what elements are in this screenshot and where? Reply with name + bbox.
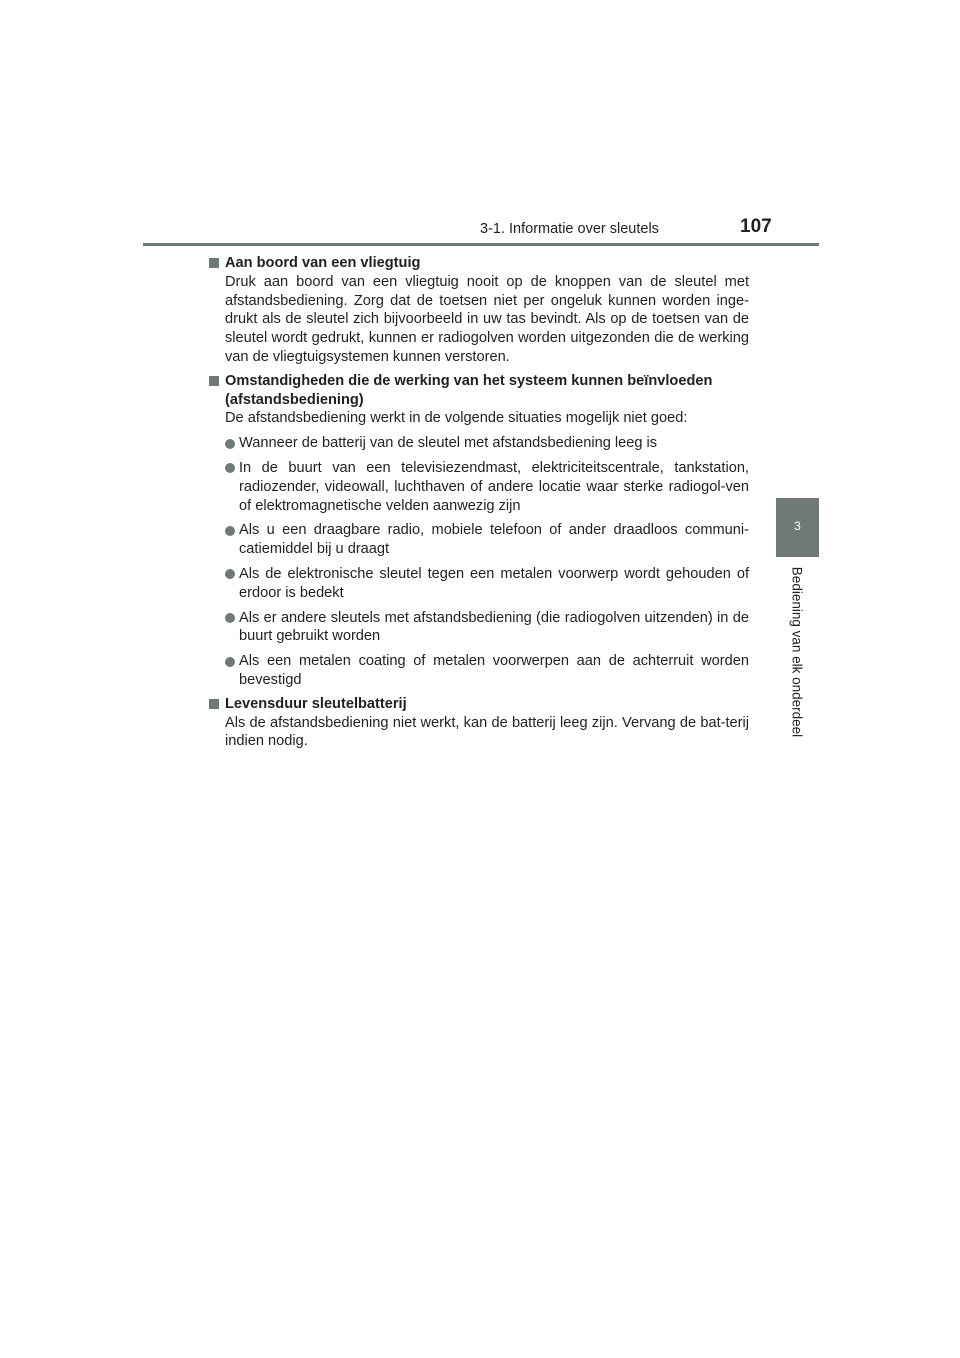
list-item xyxy=(209,652,749,690)
list-item xyxy=(209,459,749,515)
section-heading-text: Omstandigheden die de werking van het systeem kunnen beïnvloeden (afstandsbediening) xyxy=(225,372,713,408)
section-paragraph: Druk aan boord van een vliegtuig nooit op de knoppen van de sleutel met afstandsbediening. Zorg dat de toetsen niet per ongeluk kunnen worden inge-drukt als de sleutel zich bijvoorbeeld in uw tas bevindt. Als op de toetsen van de sleutel wordt gedrukt, kunnen er radiogolven worden uitgezonden die de werking van de vliegtuigsystemen kunnen verstoren. xyxy=(225,273,749,365)
list-item xyxy=(209,434,749,453)
list-item xyxy=(209,565,749,603)
round-bullet-icon xyxy=(225,439,235,449)
list-item xyxy=(209,521,749,559)
chapter-number: 3 xyxy=(794,519,801,533)
section-paragraph: Als de afstandsbediening niet werkt, kan de batterij leeg zijn. Vervang de bat-terij indien nodig. xyxy=(225,714,749,750)
list-item-text: Als u een draagbare radio, mobiele telefoon of ander draadloos communi-catiemiddel bij u draagt xyxy=(239,522,749,558)
page-number: 107 xyxy=(740,216,772,237)
section-heading-text: Levensduur sleutelbatterij xyxy=(225,695,407,712)
square-bullet-icon xyxy=(209,699,219,709)
round-bullet-icon xyxy=(225,569,235,579)
list-item-text: Als er andere sleutels met afstandsbediening (die radiogolven uitzenden) in de buurt gebruikt worden xyxy=(239,609,749,645)
round-bullet-icon xyxy=(225,657,235,667)
section-heading xyxy=(209,372,749,410)
square-bullet-icon xyxy=(209,376,219,386)
section-heading-text: Aan boord van een vliegtuig xyxy=(225,255,421,271)
section-heading xyxy=(209,695,749,714)
section-paragraph: De afstandsbediening werkt in de volgende situaties mogelijk niet goed: xyxy=(225,410,688,427)
section-heading xyxy=(209,254,749,273)
list-item xyxy=(209,609,749,647)
page-content xyxy=(209,254,749,751)
chapter-title: Bediening van elk onderdeel xyxy=(789,566,805,738)
list-item-text: Als de elektronische sleutel tegen een metalen voorwerp wordt gehouden of erdoor is bedekt xyxy=(239,565,749,601)
list-item-text: Wanneer de batterij van de sleutel met afstandsbediening leeg is xyxy=(239,435,658,452)
list-item-text: Als een metalen coating of metalen voorwerpen aan de achterruit worden bevestigd xyxy=(239,653,749,688)
round-bullet-icon xyxy=(225,526,235,536)
header-divider xyxy=(143,243,819,246)
chapter-tab xyxy=(776,498,819,557)
header-section-title: 3-1. Informatie over sleutels xyxy=(480,221,659,237)
round-bullet-icon xyxy=(225,613,235,623)
round-bullet-icon xyxy=(225,463,235,473)
square-bullet-icon xyxy=(209,258,219,268)
list-item-text: In de buurt van een televisiezendmast, elektriciteitscentrale, tankstation, radiozender, videowall, luchthaven of andere locatie waar sterke radiogol-ven of elektromagnetische velden aanwezig zijn xyxy=(239,459,749,514)
